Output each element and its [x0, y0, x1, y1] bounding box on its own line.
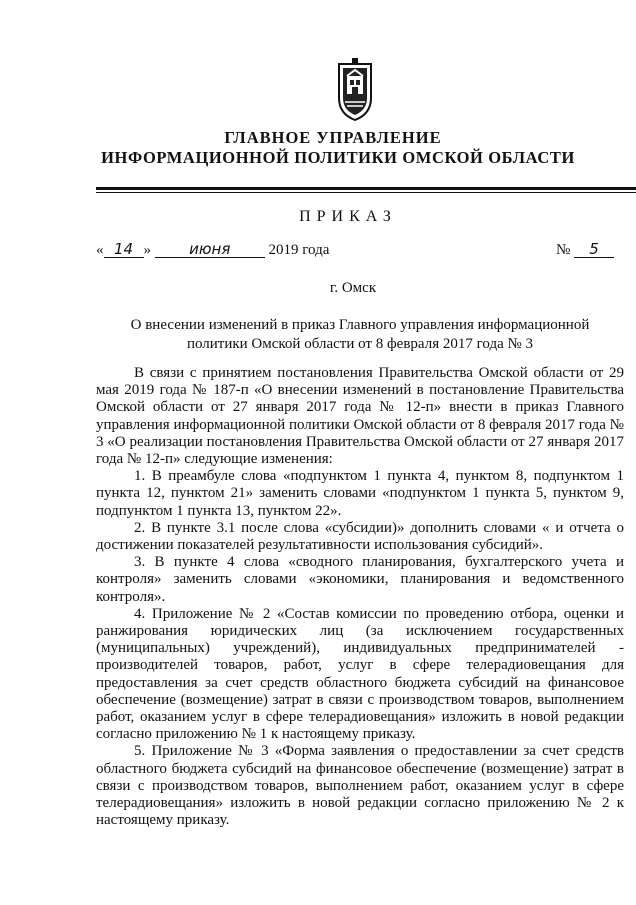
document-subject: О внесении изменений в приказ Главного управления информационной политики Омской области от 8 февраля 2017 года № 3: [130, 317, 590, 352]
org-name-line2: ИНФОРМАЦИОННОЙ ПОЛИТИКИ ОМСКОЙ ОБЛАСТИ: [101, 148, 575, 167]
number-prefix: №: [556, 242, 571, 258]
date-month: июня: [155, 242, 265, 258]
header-rule-thin: [96, 192, 636, 193]
body-paragraph: В связи с принятием постановления Правительства Омской области от 29 мая 2019 года № 187-п «О внесении изменений в постановление Правительства Омской области от 27 января 2017 года № 12-п» внести в приказ Главного управления информационной политики Омской области от 8 февраля 2017 года № 3 «О реализации постановления Правительства Омской области от 27 января 2017 года № 12-п» следующие изменения:: [96, 365, 624, 468]
date-open-quote: «: [96, 242, 104, 258]
number-value: 5: [574, 242, 614, 258]
date-year: 2019 года: [268, 242, 330, 258]
coat-of-arms-emblem: [333, 58, 377, 122]
document-date: [96, 242, 329, 259]
body-paragraph: 1. В преамбуле слова «подпунктом 1 пункта 4, пунктом 8, подпунктом 1 пункта 12, пунктом 21» заменить словами «подпунктом 1 пункта 5, пунктом 9, подпунктом 1 пункта 13, пунктом 22».: [96, 468, 624, 519]
date-day: 14: [104, 242, 144, 258]
document-type-title: ПРИКАЗ: [299, 208, 397, 225]
org-name-line1: ГЛАВНОЕ УПРАВЛЕНИЕ: [224, 128, 442, 147]
document-body: [96, 365, 624, 829]
body-paragraph: 4. Приложение № 2 «Состав комиссии по проведению отбора, оценки и ранжирования юридических лиц (за исключением государственных (муниципальных) учреждений), индивидуальных предпринимателей - производителей товаров, работ, услуг в сфере телерадиовещания для предоставления за счет средств областного бюджета субсидий на финансовое обеспечение (возмещение) затрат в связи с производством товаров, выполнением работ, оказанием услуг в сфере телерадиовещания» изложить в новой редакции согласно приложению № 1 к настоящему приказу.: [96, 605, 624, 743]
body-paragraph: 3. В пункте 4 слова «сводного планирования, бухгалтерского учета и контроля» заменить словами «экономики, планирования и ведомственного контроля».: [96, 554, 624, 605]
body-paragraph: 5. Приложение № 3 «Форма заявления о предоставлении за счет средств областного бюджета субсидий на финансовое обеспечение (возмещение) затрат в связи с производством товаров, выполнением работ, оказанием услуг в сфере телерадиовещания» изложить в новой редакции согласно приложению № 2 к настоящему приказу.: [96, 743, 624, 829]
date-close-quote: »: [143, 242, 151, 258]
body-paragraph: 2. В пункте 3.1 после слова «субсидии)» дополнить словами « и отчета о достижении показателей результативности использования субсидий».: [96, 519, 624, 554]
document-city: г. Омск: [329, 280, 377, 296]
header-rule-thick: [96, 187, 636, 190]
document-number: [556, 242, 614, 259]
